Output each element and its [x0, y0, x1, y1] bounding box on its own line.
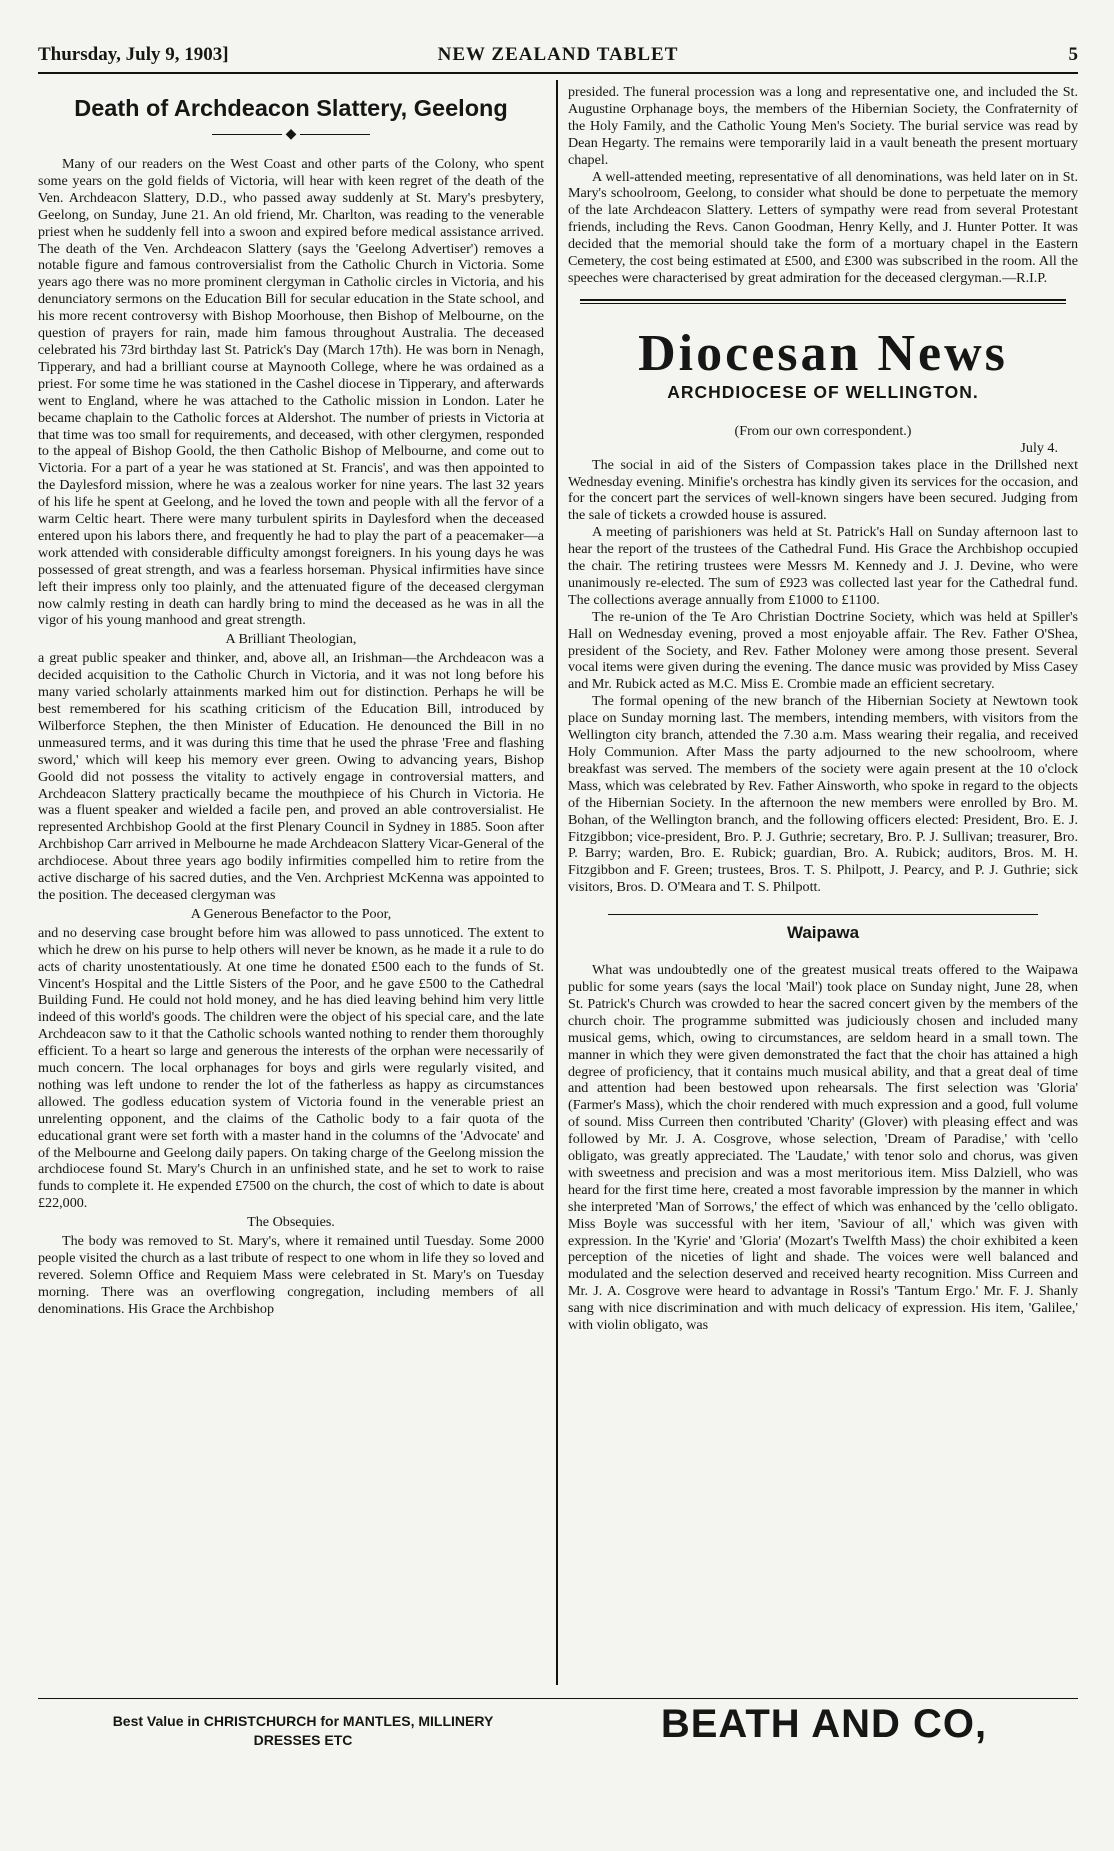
news-paragraph: What was undoubtedly one of the greatest musical treats offered to the Waipawa public for some years (says the local 'Mail') took place on Sunday night, June 28, when St. Patrick's Church was crowded to hear the sacred concert given by the members of the church choir. The programme submitted was judiciously chosen and included many musical gems, which, owing to circumstances, are seldom heard in a small town. The manner in which they were given demonstrated the fact that the choir has attained a high degree of proficiency, that it contains much musical ability, and that a great deal of time and attention had been bestowed upon rehearsals. The first selection was 'Gloria' (Farmer's Mass), which the choir rendered with much expression and a good, full volume of sound. Miss Curreen then contributed 'Charity' (Glover) with pleasing effect and was followed by Mr. J. A. Cosgrove, whose selection, 'Dream of Paradise,' with 'cello obligato, was greatly appreciated. The 'Laudate,' with tenor solo and chorus, was given with sweetness and precision and was a most meritorious item. Miss Dalziell, who was heard for the first time here, created a most favorable impression by the manner in which she interpreted 'Man of Sorrows,' the effect of which was enhanced by the 'cello obligato. Miss Boyle was successful with her item, 'Saviour of all,' which was given with expression. In the 'Kyrie' and 'Gloria' (Mozart's Twelfth Mass) the choir exhibited a keen perception of the niceties of light and shade. The voices were well balanced and modulated and the selection deserved and received hearty recognition. Miss Curreen and Mr. J. A. Cosgrove were heard to advantage in Rossi's 'Tantum Ergo.' Mr. F. J. Shanly sang with nice discrimination and with much delicacy of expression. His item, 'Galilee,' with violin obligato, was [568, 962, 1078, 1334]
section-rule [580, 303, 1066, 304]
article-subhead: The Obsequies. [247, 1214, 335, 1231]
page-number: 5 [1068, 44, 1078, 65]
article-paragraph: Many of our readers on the West Coast and other parts of the Colony, who spent some years on the gold fields of Victoria, will hear with keen regret of the death of the Ven. Archdeacon Slattery, D.D., who passed away suddenly at St. Mary's presbytery, Geelong, on Sunday, June 21. An old friend, Mr. Charlton, was reading to the venerable priest when he suddenly fell into a swoon and expired before medical assistance arrived. The death of the Ven. Archdeacon Slattery (says the 'Geelong Advertiser') removes a notable figure and famous controversialist from the Catholic Church in Victoria. Some years ago there was no more prominent clergyman in Catholic circles in Victoria, and his denunciatory sermons on the Education Bill for secular education in the State school, and his more recent controversy with Bishop Moorhouse, then Bishop of Melbourne, on the question of prayers for rain, made him famous throughout Australia. The deceased celebrated his 73rd birthday last St. Patrick's Day (March 17th). He was born in Nenagh, Tipperary, and had a brilliant course at Maynooth College, where he was ordained as a priest. For some time he was stationed in the Cashel diocese in Tipperary, and afterwards went to England, where he was attached to the Catholic mission in London. Later he became chaplain to the Catholic forces at Aldershot. The number of priests in Victoria at that time was too small for requirements, and deceased, with other clergymen, responded to the appeal of Bishop Goold, the then Catholic Bishop of Melbourne, and come out to Victoria. For a part of a year he was stationed at St. Francis', and was then appointed to the Daylesford mission, where he was a zealous worker for nine years. The last 32 years of his life he spent at Geelong, and he loved the town and people with all the fervor of a warm Celtic heart. There were many turbulent spirits in Daylesford when the deceased entered upon his labors there, and frequently he had to play the part of a peacemaker—a work attended with considerable difficulty amongst foreigners. In his young days he was possessed of great strength, and was a fearless horseman. Physical infirmities have since left their impress only too plainly, and the attenuated figure of the deceased clergyman now calmly resting in death can hardly bring to mind the deceased as he was in all the vigor of his young manhood and great strength. [38, 156, 544, 629]
right-column [568, 84, 1078, 1684]
news-paragraph: The re-union of the Te Aro Christian Doctrine Society, which was held at Spiller's Hall on Wednesday evening, proved a most enjoyable affair. The Rev. Father O'Shea, president of the Society, and Rev. Father Moloney were among those present. Several vocal items were given during the evening. The dance music was provided by Miss Casey and Mr. Rubick acted as M.C. Miss E. Crombie made an efficient secretary. [568, 608, 1078, 693]
headline-ornament [38, 128, 544, 142]
footer-rule [38, 1698, 1078, 1699]
article-subhead: A Generous Benefactor to the Poor, [190, 905, 392, 922]
footer-advert-left [38, 1712, 568, 1750]
footer-advert-right: BEATH AND CO, [660, 1702, 988, 1746]
footer-advert-line: DRESSES ETC [253, 1732, 353, 1748]
article-paragraph: presided. The funeral procession was a long and representative one, and included the St. Augustine Orphanage boys, the members of the Hibernian Society, the Confraternity of the Holy Family, and the Catholic Young Men's Society. The burial service was read by Dean Hegarty. The remains were temporarily laid in a vault beneath the present mortuary chapel. [568, 84, 1078, 168]
news-paragraph: A meeting of parishioners was held at St. Patrick's Hall on Sunday afternoon last to hear the report of the trustees of the Cathedral Fund. His Grace the Archbishop occupied the chair. The retiring trustees were Messrs M. Kennedy and J. J. Devine, who were unanimously re-elected. The sum of £923 was collected last year for the Cathedral fund. The collections average annually from £1000 to £1100. [568, 524, 1078, 608]
article-paragraph: a great public speaker and thinker, and, above all, an Irishman—the Archdeacon was a decided acquisition to the Catholic Church in Victoria, and it was not long before his many varied scholarly attainments marked him out for distinction. Perhaps he will be best remembered for his scathing criticism of the Education Bill, introduced by Wilberforce Stephen, the then Minister of Education. He denounced the Bill in no unmeasured terms, and it was during this time that he used the phrase 'Free and flashing sword,' which will keep his memory ever green. Owing to advancing years, Bishop Goold did not possess the vitality to actively engage in controversial matters, and Archdeacon Slattery practically became the mouthpiece of his Church in Victoria. He was a fluent speaker and wielded a facile pen, and proved an able controversialist. He represented Archbishop Goold at the first Plenary Council in Sydney in 1885. Soon after Archbishop Carr arrived in Melbourne he made Archdeacon Slattery Vicar-General of the archdiocese. About three years ago bodily infirmities compelled him to retire from the active discharge of his sacred duties, and the Ven. Archpriest McKenna was appointed to the position. The deceased clergyman was [38, 650, 544, 903]
section-title: Diocesan News [638, 324, 1008, 382]
left-column [38, 84, 544, 1684]
article-headline: Death of Archdeacon Slattery, Geelong [74, 95, 508, 121]
correspondent-note: (From our own correspondent.) [734, 422, 912, 439]
article-paragraph: and no deserving case brought before him was allowed to pass unnoticed. The extent to which he drew on his purse to help others will never be known, as he made it a rule to do acts of charity unostentatiously. At one time he donated £500 each to the funds of St. Vincent's Hospital and the Little Sisters of the Poor, and he gave £500 to the Cathedral Building Fund. He could not hold money, and he has died leaving behind him very little indeed of this world's goods. The children were the object of his special care, and the late Archdeacon saw to it that the Catholic schools wanted nothing to render them thoroughly efficient. To a heart so large and generous the interests of the orphan were necessarily of much concern. The local orphanages for boys and girls were regularly visited, and nothing was left undone to render the lot of the fatherless as happy as circumstances allowed. The godless education system of Victoria found in the venerable priest an unrelenting opponent, and the claims of the Catholic body to a fair quota of the educational grant were set forth with a master hand in the columns of the 'Advocate' and of the Melbourne and Geelong daily papers. On taking charge of the Geelong mission the archdiocese found St. Mary's Church in an unfinished state, and he set to work to raise funds to complete it. He expended £7500 on the church, the cost of which to date is about £22,000. [38, 924, 544, 1212]
newspaper-title: NEW ZEALAND TABLET [437, 44, 679, 65]
column-separator [556, 80, 558, 1685]
section-subtitle: ARCHDIOCESE OF WELLINGTON. [667, 381, 979, 402]
news-paragraph: The formal opening of the new branch of the Hibernian Society at Newtown took place on Sunday morning last. The members, intending members, with visitors from the Wellington city branch, attended the 7.30 a.m. Mass wearing their regalia, and received Holy Communion. After Mass the party adjourned to the new schoolroom, where breakfast was served. The members of the society were again present at the 10 o'clock Mass, which was celebrated by Rev. Father Ainsworth, who spoke in regard to the objects of the Hibernian Society. In the afternoon the new members were enrolled by Bro. M. Bohan, of the Wellington branch, and the following officers elected: President, Bro. E. J. Fitzgibbon; vice-president, Bro. P. J. Guthrie; secretary, Bro. P. J. Sullivan; treasurer, Bro. P. Barry; warden, Bro. E. Rubick; guardian, Bro. A. Rubick; auditors, Bros. M. H. Fitzgibbon and F. Green; trustees, Bros. T. S. Philpott, J. Pearcy, and P. J. Guthrie; sick visitors, Bros. D. O'Meara and T. S. Philpott. [568, 693, 1078, 896]
masthead [38, 44, 1078, 68]
dateline: July 4. [1020, 439, 1058, 456]
diamond-icon: ◆ [285, 127, 297, 142]
masthead-rule [38, 72, 1078, 74]
section-rule [580, 299, 1066, 301]
article-subhead: A Brilliant Theologian, [225, 631, 357, 648]
news-paragraph: The social in aid of the Sisters of Compassion takes place in the Drillshed next Wednesday evening. Minifie's orchestra has kindly given its services for the occasion, and for the concert part the services of well-known singers have been secured. Judging from the sale of tickets a crowded house is assured. [568, 456, 1078, 524]
subsection-rule [608, 914, 1038, 915]
issue-date: Thursday, July 9, 1903] [38, 44, 229, 65]
footer-advert-line: Best Value in CHRISTCHURCH for MANTLES, MILLINERY [112, 1713, 494, 1729]
subsection-title: Waipawa [786, 923, 860, 943]
article-paragraph: The body was removed to St. Mary's, where it remained until Tuesday. Some 2000 people visited the church as a last tribute of respect to one whom in life they so loved and revered. Solemn Office and Requiem Mass were celebrated in St. Mary's on Tuesday morning. There was an overflowing congregation, including members of all denominations. His Grace the Archbishop [38, 1233, 544, 1317]
article-paragraph: A well-attended meeting, representative of all denominations, was held later on in St. Mary's schoolroom, Geelong, to consider what should be done to perpetuate the memory of the late Archdeacon Slattery. Letters of sympathy were read from several Protestant friends, including the Revs. Canon Goodman, Henry Kelly, and J. Hunter Potter. It was decided that the memorial should take the form of a mortuary chapel in the Eastern Cemetery, the cost being estimated at £500, and £300 was subscribed in the room. All the speeches were characterised by great admiration for the deceased clergyman.—R.I.P. [568, 168, 1078, 286]
